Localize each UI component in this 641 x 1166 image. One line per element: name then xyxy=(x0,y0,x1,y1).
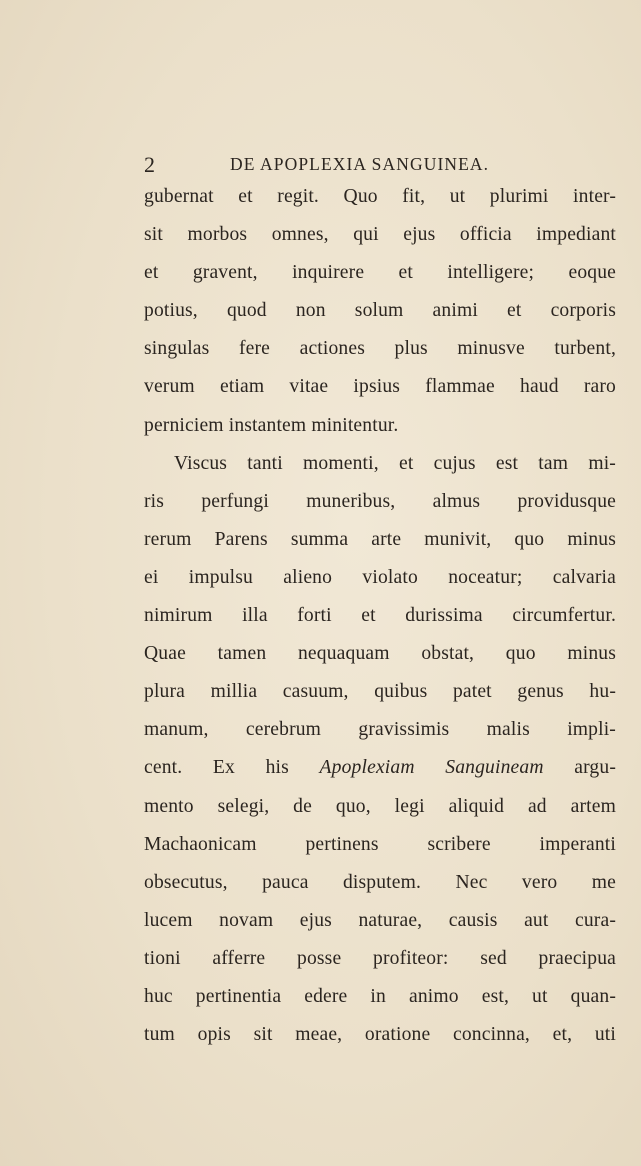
text-line-7: perniciem instantem minitentur. xyxy=(144,414,399,436)
page-number: 2 xyxy=(144,152,156,177)
text-line-16-start: cent. Ex his xyxy=(144,757,320,779)
text-line-16 xyxy=(144,749,616,787)
text-line-10: rerum Parens summa arte munivit, quo minus xyxy=(144,528,616,550)
text-line-9: ris perfungi muneribus, almus providusque xyxy=(144,490,616,512)
text-line-14: plura millia casuum, quibus patet genus hu- xyxy=(144,681,616,703)
body-text xyxy=(144,178,616,1054)
text-line-23: tum opis sit meae, oratione concinna, et, uti xyxy=(144,1024,616,1046)
text-line-19: obsecutus, pauca disputem. Nec vero me xyxy=(144,871,616,893)
text-line-17: mento selegi, de quo, legi aliquid ad artem xyxy=(144,795,616,817)
text-line-12: nimirum illa forti et durissima circumfertur. xyxy=(144,605,616,627)
running-head: DE APOPLEXIA SANGUINEA. xyxy=(230,154,490,174)
text-line-16-end: argu- xyxy=(543,757,617,779)
text-line-13: Quae tamen nequaquam obstat, quo minus xyxy=(144,643,616,665)
text-line-20: lucem novam ejus naturae, causis aut cura- xyxy=(144,909,616,931)
text-line-22: huc pertinentia edere in animo est, ut quan- xyxy=(144,985,616,1007)
text-line-21: tioni afferre posse profiteor: sed praecipua xyxy=(144,947,616,969)
text-line-4: potius, quod non solum animi et corporis xyxy=(144,300,616,322)
text-line-5: singulas fere actiones plus minusve turbent, xyxy=(144,338,616,360)
text-line-2: sit morbos omnes, qui ejus officia impediant xyxy=(144,224,616,246)
text-line-1: gubernat et regit. Quo fit, ut plurimi inter- xyxy=(144,186,616,207)
text-line-11: ei impulsu alieno violato noceatur; calvaria xyxy=(144,566,616,588)
text-line-3: et gravent, inquirere et intelligere; eoque xyxy=(144,262,616,284)
text-line-18: Machaonicam pertinens scribere imperanti xyxy=(144,833,616,855)
italic-title: Apoplexiam Sanguineam xyxy=(319,757,544,779)
text-line-6: verum etiam vitae ipsius flammae haud raro xyxy=(144,376,616,398)
text-line-15: manum, cerebrum gravissimis malis impli- xyxy=(144,719,616,741)
text-line-8: Viscus tanti momenti, et cujus est tam mi- xyxy=(174,452,616,474)
